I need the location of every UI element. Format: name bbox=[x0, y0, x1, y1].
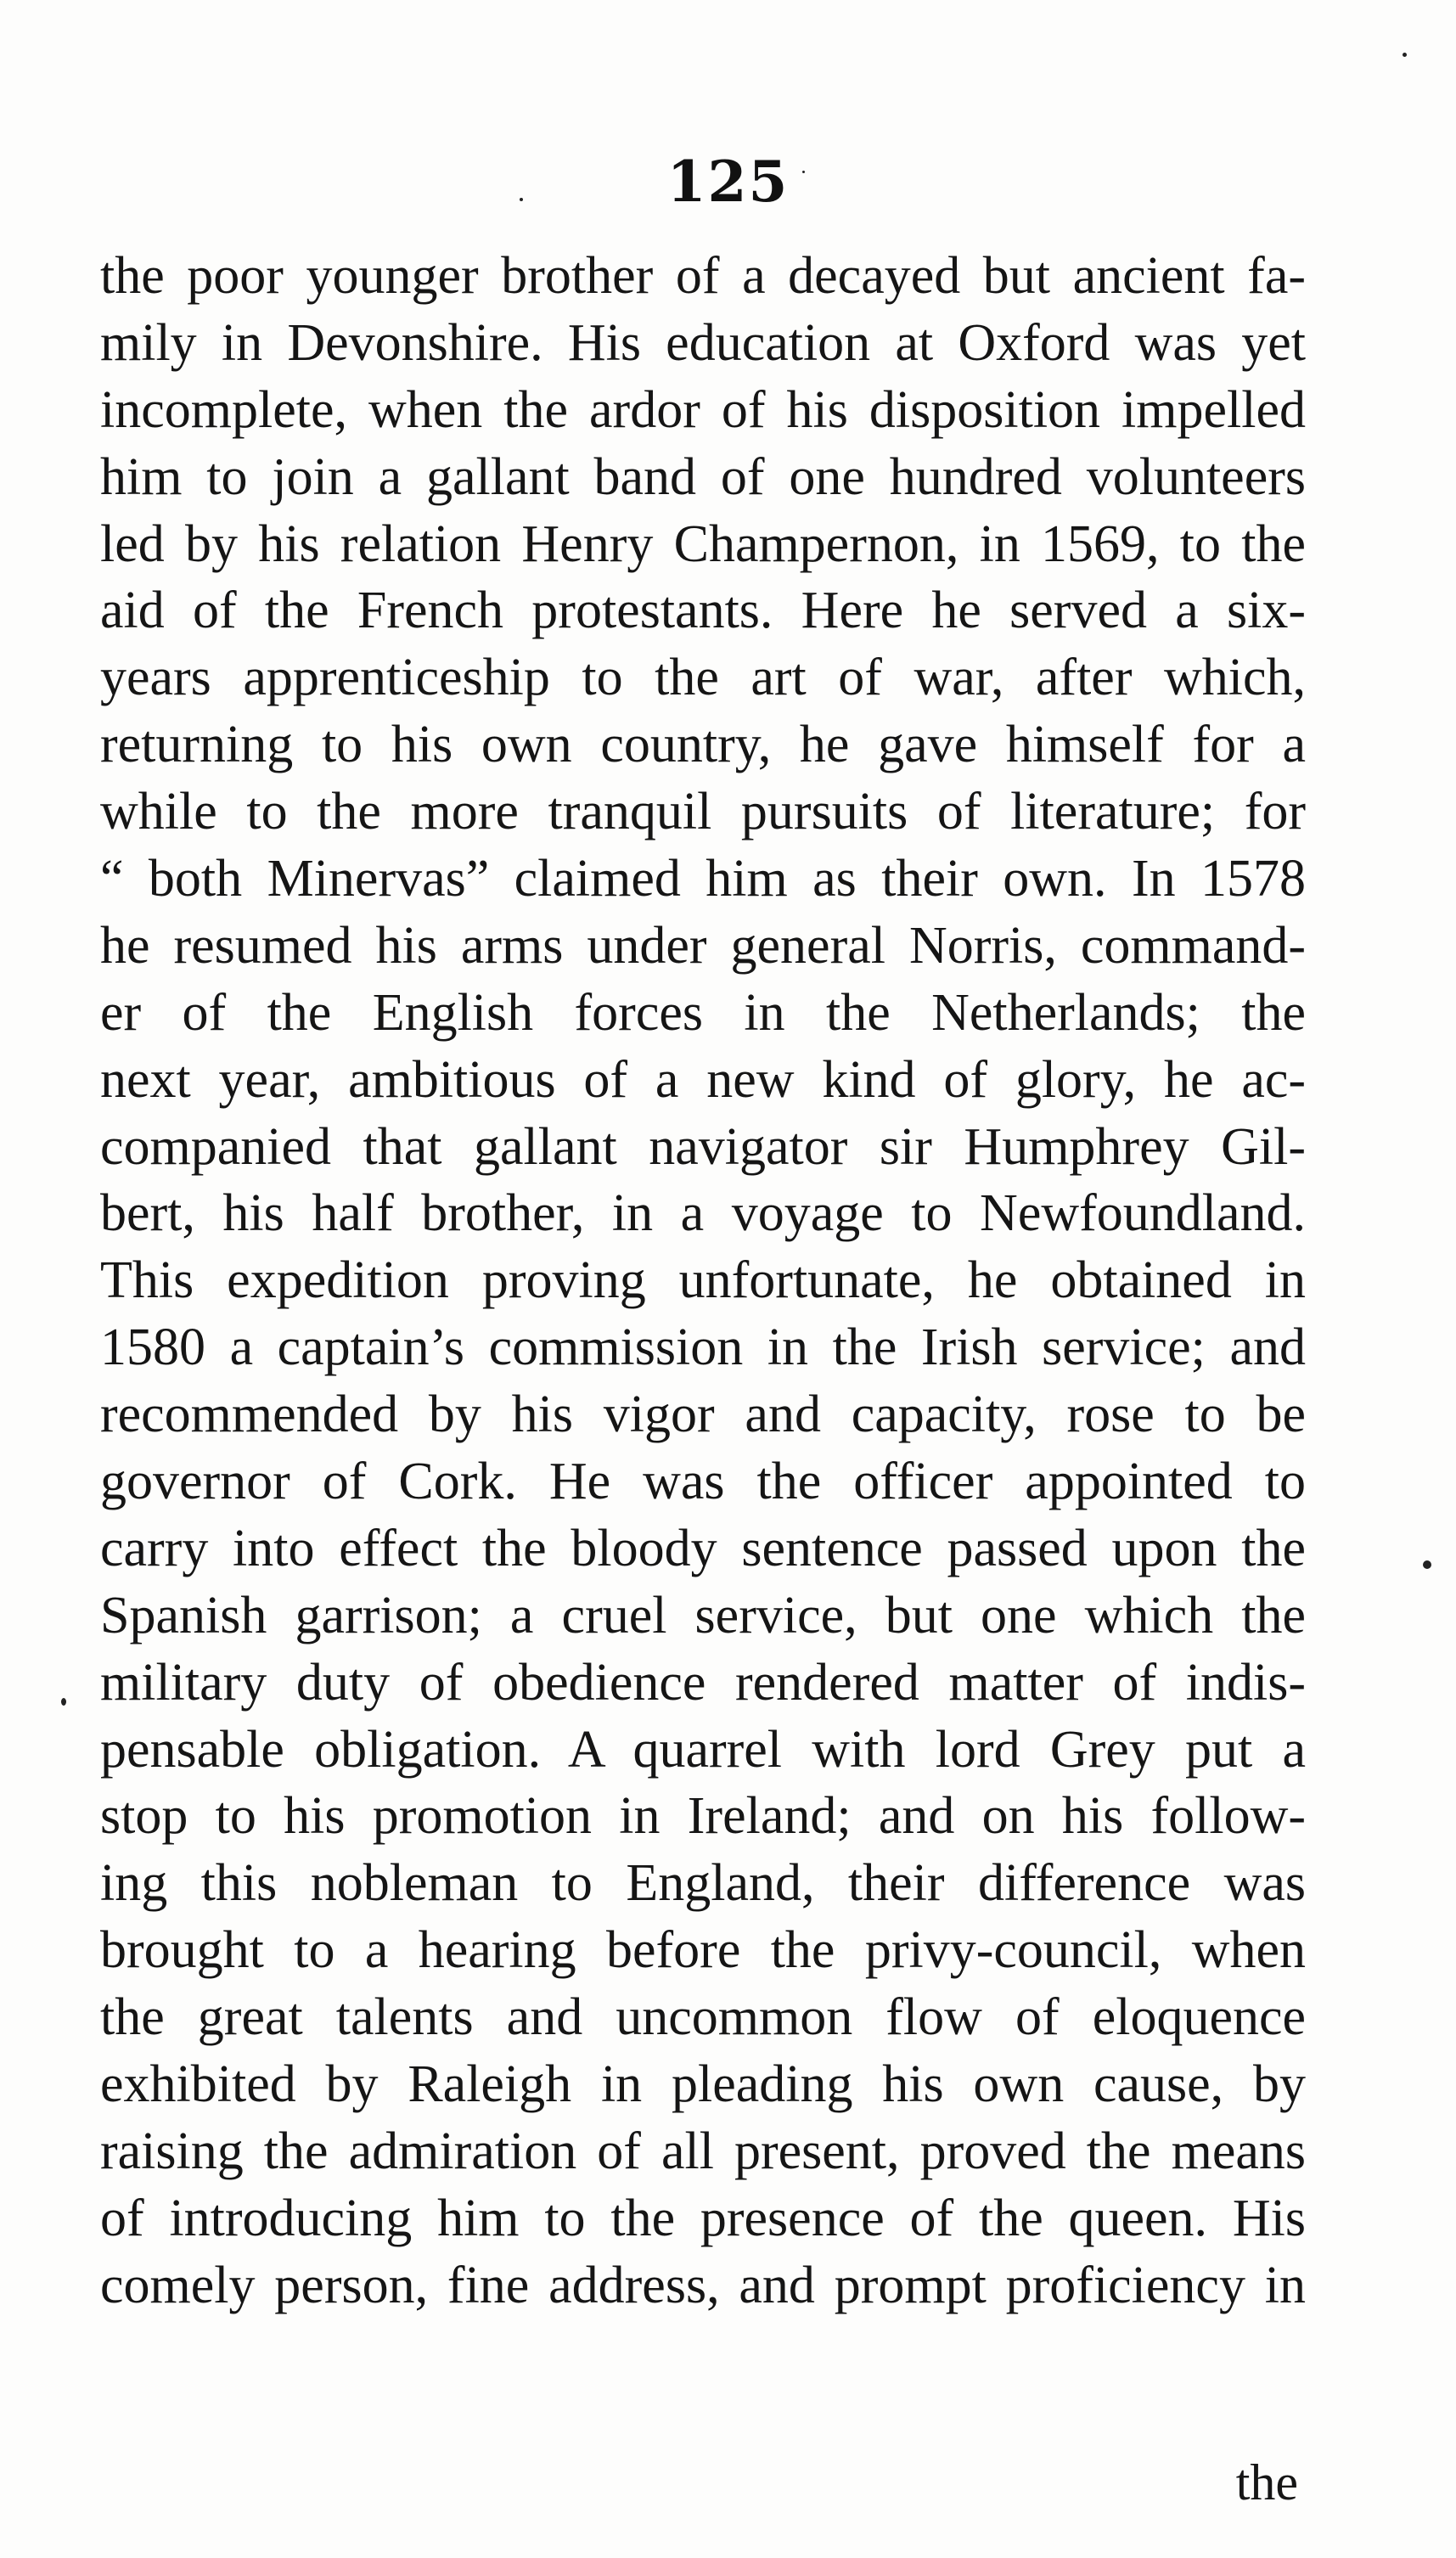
text-line: led by his relation Henry Champernon, in 1569, to the bbox=[100, 514, 1306, 573]
text-line: comely person, fine address, and prompt proficiency in bbox=[100, 2256, 1306, 2314]
text-line: him to join a gallant band of one hundred volunteers bbox=[100, 447, 1306, 506]
text-line: aid of the French protestants. Here he served a six- bbox=[100, 582, 1306, 640]
text-line: he resumed his arms under general Norris, command- bbox=[100, 916, 1306, 975]
text-line: years apprenticeship to the art of war, after which, bbox=[100, 649, 1306, 707]
body-text bbox=[100, 243, 1306, 2319]
text-line: returning to his own country, he gave himself for a bbox=[100, 716, 1306, 774]
text-line: This expedition proving unfortunate, he obtained in bbox=[100, 1251, 1306, 1310]
text-line: incomplete, when the ardor of his disposition impelled bbox=[100, 380, 1306, 439]
ink-speck bbox=[1423, 1560, 1431, 1569]
text-line: of introducing him to the presence of the queen. His bbox=[100, 2189, 1306, 2247]
text-line: bert, his half brother, in a voyage to Newfoundland. bbox=[100, 1184, 1306, 1243]
ink-speck bbox=[802, 171, 805, 173]
text-line: pensable obligation. A quarrel with lord Grey put a bbox=[100, 1720, 1306, 1779]
catchword: the bbox=[1235, 2454, 1298, 2510]
text-line: exhibited by Raleigh in pleading his own cause, by bbox=[100, 2055, 1306, 2114]
text-line: 1580 a captain’s commission in the Irish service; and bbox=[100, 1318, 1306, 1377]
text-line: stop to his promotion in Ireland; and on his follow- bbox=[100, 1787, 1306, 1846]
ink-speck bbox=[520, 198, 523, 201]
text-line: Spanish garrison; a cruel service, but one which the bbox=[100, 1586, 1306, 1644]
text-line: mily in Devonshire. His education at Oxford was yet bbox=[100, 313, 1306, 372]
ink-speck bbox=[1403, 53, 1407, 57]
text-line: next year, ambitious of a new kind of glory, he ac- bbox=[100, 1050, 1306, 1109]
text-line: the great talents and uncommon flow of eloquence bbox=[100, 1988, 1306, 2047]
text-line: the poor younger brother of a decayed but ancient fa- bbox=[100, 247, 1306, 305]
text-line: while to the more tranquil pursuits of literature; for bbox=[100, 783, 1306, 841]
text-line: er of the English forces in the Netherlands; the bbox=[100, 983, 1306, 1042]
text-line: raising the admiration of all present, proved the means bbox=[100, 2122, 1306, 2180]
text-line: carry into effect the bloody sentence passed upon the bbox=[100, 1519, 1306, 1577]
page-number: 125 bbox=[666, 149, 790, 215]
text-line: military duty of obedience rendered matter of indis- bbox=[100, 1653, 1306, 1712]
text-line: ing this nobleman to England, their difference was bbox=[100, 1854, 1306, 1913]
text-line: recommended by his vigor and capacity, rose to be bbox=[100, 1386, 1306, 1444]
text-line: “ both Minervas” claimed him as their own. In 1578 bbox=[100, 850, 1306, 908]
ink-speck bbox=[61, 1698, 66, 1706]
text-line: governor of Cork. He was the officer appointed to bbox=[100, 1453, 1306, 1511]
text-line: brought to a hearing before the privy-council, when bbox=[100, 1921, 1306, 1980]
text-line: companied that gallant navigator sir Humphrey Gil- bbox=[100, 1117, 1306, 1176]
